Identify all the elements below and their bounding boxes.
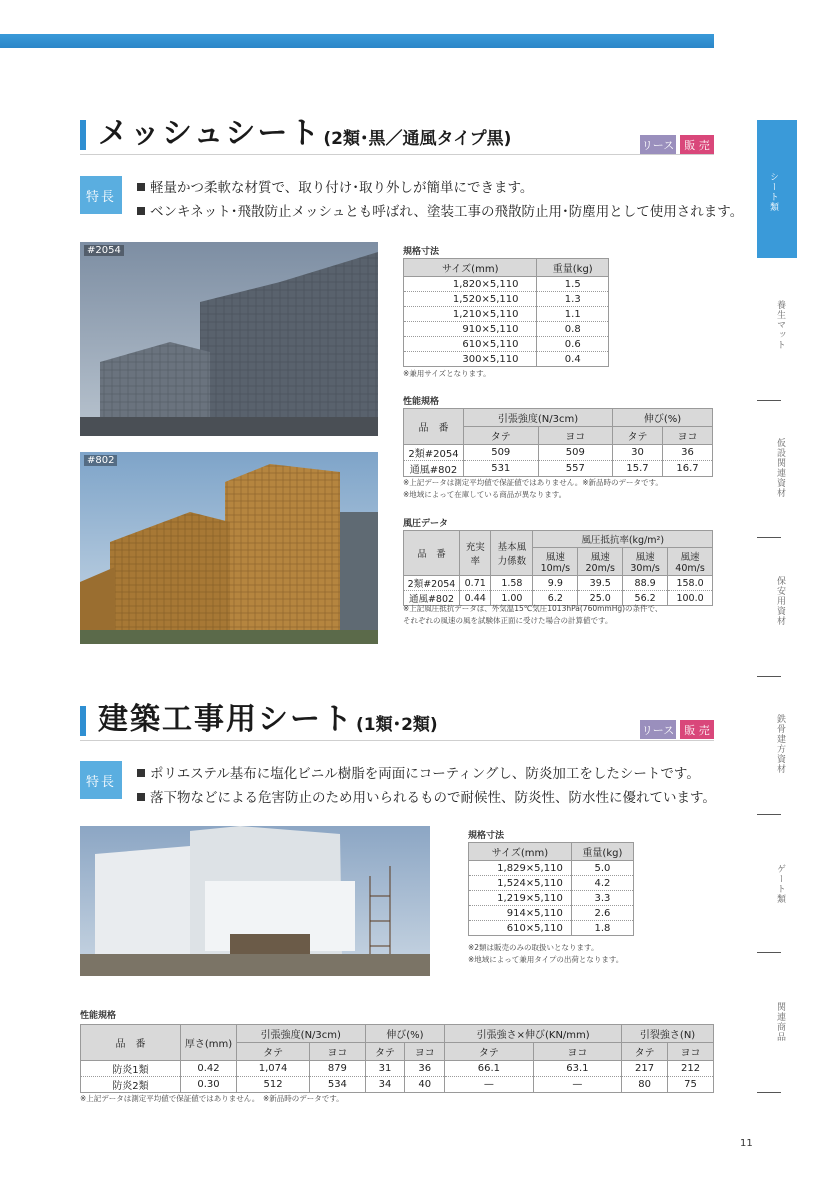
ratio-header: 充実率 <box>460 531 491 576</box>
size-header: サイズ(mm) <box>469 843 572 861</box>
table-row: 通風#802 0.44 1.00 6.2 25.0 56.2 100.0 <box>404 591 713 606</box>
table-row: 610×5,110 0.6 <box>404 337 609 352</box>
item-header: 品 番 <box>81 1025 181 1061</box>
section1-subtitle: (2類･黒／通風タイプ黒) <box>323 129 512 149</box>
item-header: 品 番 <box>404 531 460 576</box>
table-row: 1,820×5,110 1.5 <box>404 277 609 292</box>
section1-title-text: メッシュシート <box>98 116 322 151</box>
coefficient-header: 基本風力係数 <box>491 531 533 576</box>
section2-title-text: 建築工事用シート <box>98 702 354 737</box>
size-note: ※地域によって兼用タイプの出荷となります。 <box>468 955 624 964</box>
table-row: 1,210×5,110 1.1 <box>404 307 609 322</box>
bullet-icon <box>137 183 145 191</box>
bullet-icon <box>137 793 145 801</box>
photo-label: #2054 <box>84 245 124 256</box>
photo-label: #802 <box>84 455 117 466</box>
table-row: 1,219×5,110 3.3 <box>469 891 634 906</box>
sidebar-divider <box>757 400 781 401</box>
table-row: 1,524×5,110 4.2 <box>469 876 634 891</box>
section1-title <box>80 118 511 150</box>
table-row: 1,829×5,110 5.0 <box>469 861 634 876</box>
construction-sheet-photo <box>80 826 430 976</box>
wind-note: ※上記風圧抵抗データは、外気温15℃気圧1013hPa(760mmHg)の条件で、 <box>403 604 663 613</box>
table-row: 1,520×5,110 1.3 <box>404 292 609 307</box>
mesh-sheet-photo-802 <box>80 452 378 644</box>
wind-resistance-header: 風圧抵抗率(kg/m²) <box>533 531 713 548</box>
perf-note: ※地域によって在庫している商品が異なります。 <box>403 490 567 499</box>
perf-table-caption: 性能規格 <box>80 1011 117 1021</box>
tear-strength-header: 引裂強さ(N) <box>622 1025 714 1043</box>
sidebar-divider <box>757 814 781 815</box>
weight-header: 重量(kg) <box>571 843 633 861</box>
feature-item: ポリエステル基布に塩化ビニル樹脂を両面にコーティングし、防炎加工をしたシートです。 <box>137 762 700 782</box>
perf-table: 品 番 厚さ(mm) 引張強度(N/3cm) 伸び(%) 引張強さ×伸び(KN/mm) 引裂強さ(N) タテ ヨコ タテ ヨコ タテ ヨコ タテ ヨコ 防炎1類 0.42 1,074 879 31 36 66.1 63.1 217 212 防炎2類 0.30 512 534 34 40 — — 80 75 <box>80 1024 714 1093</box>
building-illustration <box>80 826 430 976</box>
sidebar-divider <box>757 952 781 953</box>
perf-table: 品 番 引張強度(N/3cm) 伸び(%) タテ ヨコ タテ ヨコ 2類#2054 509 509 30 36 通風#802 531 557 15.7 16.7 <box>403 408 713 477</box>
table-row: 914×5,110 2.6 <box>469 906 634 921</box>
size-table <box>403 258 609 367</box>
sidebar-divider <box>757 1092 781 1093</box>
sidebar-item-label: シート類 <box>768 172 778 212</box>
building-illustration <box>80 242 378 436</box>
size-header: サイズ(mm) <box>404 259 537 277</box>
title-accent-bar <box>80 120 86 150</box>
tensile-header: 引張強度(N/3cm) <box>237 1025 366 1043</box>
table-row: 通風#802 531 557 15.7 16.7 <box>404 461 713 477</box>
section2-subtitle: (1類･2類) <box>356 715 438 735</box>
size-table-caption: 規格寸法 <box>468 831 505 841</box>
bullet-icon <box>137 769 145 777</box>
table-row: 2類#2054 509 509 30 36 <box>404 445 713 461</box>
sale-badge: 販 売 <box>680 135 714 154</box>
sidebar-item-gates[interactable]: ゲート類 <box>775 864 785 904</box>
sidebar-item-sheets[interactable] <box>757 120 797 258</box>
mesh-sheet-photo-2054 <box>80 242 378 436</box>
size-table-caption: 規格寸法 <box>403 247 440 257</box>
lease-badge: リース <box>640 720 676 739</box>
title-rule <box>80 154 714 155</box>
thickness-header: 厚さ(mm) <box>181 1025 237 1061</box>
lease-badge: リース <box>640 135 676 154</box>
sidebar-item-steel-materials[interactable]: 鉄骨建方資材 <box>775 714 785 774</box>
item-header: 品 番 <box>404 409 464 445</box>
sidebar-divider <box>757 537 781 538</box>
elongation-header: 伸び(%) <box>365 1025 445 1043</box>
title-rule <box>80 740 714 741</box>
wind-table-caption: 風圧データ <box>403 519 449 529</box>
perf-table-caption: 性能規格 <box>403 397 440 407</box>
building-illustration <box>80 452 378 644</box>
size-table <box>468 842 634 936</box>
table-row: 2類#2054 0.71 1.58 9.9 39.5 88.9 158.0 <box>404 576 713 591</box>
sidebar-item-mats[interactable]: 養生マット <box>775 300 785 350</box>
sidebar-item-related-products[interactable]: 関連商品 <box>775 1002 785 1042</box>
title-accent-bar <box>80 706 86 736</box>
sale-badge: 販 売 <box>680 720 714 739</box>
feature-item: 落下物などによる危害防止のため用いられるもので耐候性、防炎性、防水性に優れています。 <box>137 786 716 806</box>
header-bar <box>0 34 714 48</box>
size-note: ※2類は販売のみの取扱いとなります。 <box>468 943 599 952</box>
sidebar-item-temporary-materials[interactable]: 仮設関連資材 <box>775 438 785 498</box>
size-note: ※兼用サイズとなります。 <box>403 369 491 378</box>
table-row: 防炎1類 0.42 1,074 879 31 36 66.1 63.1 217 212 <box>81 1061 714 1077</box>
elongation-header: 伸び(%) <box>613 409 713 427</box>
table-row: 610×5,110 1.8 <box>469 921 634 936</box>
sidebar-divider <box>757 676 781 677</box>
section2-title <box>80 704 438 736</box>
wind-table: 品 番 充実率 基本風力係数 風圧抵抗率(kg/m²) 風速10m/s 風速20m/s 風速30m/s 風速40m/s 2類#2054 0.71 1.58 9.9 39.5 88.9 158.0 通風#802 0.44 1.00 6.2 25.0 56.2 100.0 <box>403 530 713 606</box>
table-row: 300×5,110 0.4 <box>404 352 609 367</box>
tensile-header: 引張強度(N/3cm) <box>464 409 613 427</box>
features-label: 特長 <box>80 176 122 214</box>
wind-note: それぞれの風速の風を試験体正面に受けた場合の計算値です。 <box>403 616 613 625</box>
table-row: 910×5,110 0.8 <box>404 322 609 337</box>
feature-item: 軽量かつ柔軟な材質で、取り付け･取り外しが簡単にできます。 <box>137 176 533 196</box>
features-label: 特長 <box>80 761 122 799</box>
perf-note: ※上記データは測定平均値で保証値ではありません。 ※新品時のデータです。 <box>80 1094 344 1103</box>
weight-header: 重量(kg) <box>537 259 609 277</box>
page-number: 11 <box>740 1138 753 1149</box>
pull-strength-header: 引張強さ×伸び(KN/mm) <box>445 1025 622 1043</box>
bullet-icon <box>137 207 145 215</box>
sidebar-item-safety-materials[interactable]: 保安用資材 <box>775 576 785 626</box>
feature-item: ベンキネット･飛散防止メッシュとも呼ばれ、塗装工事の飛散防止用･防塵用として使用されます。 <box>137 200 743 220</box>
table-row: 防炎2類 0.30 512 534 34 40 — — 80 75 <box>81 1077 714 1093</box>
perf-note: ※上記データは測定平均値で保証値ではありません。※新品時のデータです。 <box>403 478 663 487</box>
